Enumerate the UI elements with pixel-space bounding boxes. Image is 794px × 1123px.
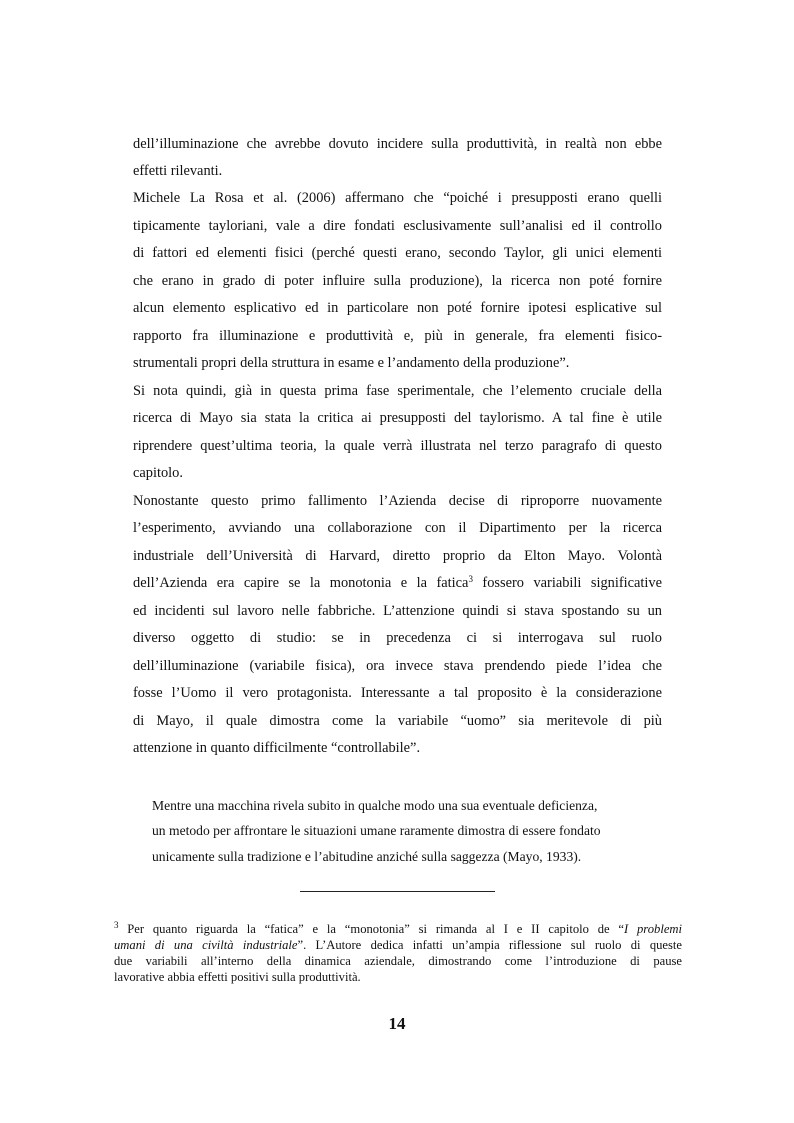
footnote-reference[interactable]: 3	[468, 574, 473, 584]
body-line: dell’illuminazione che avrebbe dovuto incidere sulla produttività, in realtà non ebbe	[133, 136, 662, 152]
block-quote-line: unicamente sulla tradizione e l’abitudine anziché sulla saggezza (Mayo, 1933).	[152, 849, 582, 864]
body-line: capitolo.	[133, 465, 183, 481]
body-line: strumentali propri della struttura in esame e l’andamento della produzione”.	[133, 355, 570, 371]
body-line: diverso oggetto di studio: se in precedenza ci si interrogava sul ruolo	[133, 630, 662, 646]
body-text: dell’Azienda era capire se la monotonia e la fatica	[133, 575, 469, 591]
footnote-marker: 3	[114, 920, 119, 930]
body-line: ricerca di Mayo sia stata la critica ai presupposti del taylorismo. A tal fine è utile	[133, 410, 662, 426]
body-line: ed incidenti sul lavoro nelle fabbriche. L’attenzione quindi si stava spostando su un	[133, 603, 662, 619]
body-line: di Mayo, il quale dimostra come la variabile “uomo” sia meritevole di più	[133, 713, 662, 729]
body-line: fosse l’Uomo il vero protagonista. Interessante a tal proposito è la considerazione	[133, 685, 662, 701]
body-text: fossero variabili significative	[472, 575, 662, 591]
book-title: I problemi	[624, 922, 682, 936]
footnote-separator	[300, 891, 495, 892]
body-line: effetti rilevanti.	[133, 163, 223, 179]
body-line: Si nota quindi, già in questa prima fase sperimentale, che l’elemento cruciale della	[133, 383, 662, 399]
body-line: rapporto fra illuminazione e produttività e, più in generale, fra elementi fisico-	[133, 328, 662, 344]
body-line: che erano in grado di poter influire sulla produzione), la ricerca non poté fornire	[133, 273, 662, 289]
book-title: umani di una civiltà industriale	[114, 938, 298, 952]
body-line: alcun elemento esplicativo ed in particolare non poté fornire ipotesi esplicative sul	[133, 300, 662, 316]
block-quote-line: un metodo per affrontare le situazioni umane raramente dimostra di essere fondato	[152, 823, 601, 838]
footnote-line: $^3$ Per quanto riguarda la “fatica” e la “monotonia” si rimanda al I e II capitolo de “I problemi	[114, 920, 682, 936]
footnote-line: umani di una civiltà industriale”. L’Autore dedica infatti un’ampia riflessione sul ruolo di queste	[114, 938, 683, 952]
body-line: tipicamente tayloriani, vale a dire fondati esclusivamente sull’analisi ed il controllo	[133, 218, 662, 234]
body-line: dell’illuminazione (variabile fisica), ora invece stava prendendo piede l’idea che	[133, 658, 662, 674]
footnote-line: lavorative abbia effetti positivi sulla produttività.	[114, 970, 361, 984]
body-line: Michele La Rosa et al. (2006) affermano che “poiché i presupposti erano quelli	[133, 190, 662, 206]
body-line: riprendere quest’ultima teoria, la quale verrà illustrata nel terzo paragrafo di questo	[133, 438, 662, 454]
body-line	[133, 574, 662, 592]
body-line: di fattori ed elementi fisici (perché questi erano, secondo Taylor, gli unici elementi	[133, 245, 662, 261]
footnote-line: due variabili all’interno della dinamica aziendale, dimostrando come l’introduzione di pause	[114, 954, 682, 968]
block-quote-line: Mentre una macchina rivela subito in qualche modo una sua eventuale deficienza,	[152, 798, 598, 813]
body-line: attenzione in quanto difficilmente “controllabile”.	[133, 740, 421, 756]
body-line: industriale dell’Università di Harvard, diretto proprio da Elton Mayo. Volontà	[133, 548, 662, 564]
body-line: l’esperimento, avviando una collaborazione con il Dipartimento per la ricerca	[133, 520, 662, 536]
body-line: Nonostante questo primo fallimento l’Azienda decise di riproporre nuovamente	[133, 493, 662, 509]
page-number: 14	[388, 1014, 406, 1033]
